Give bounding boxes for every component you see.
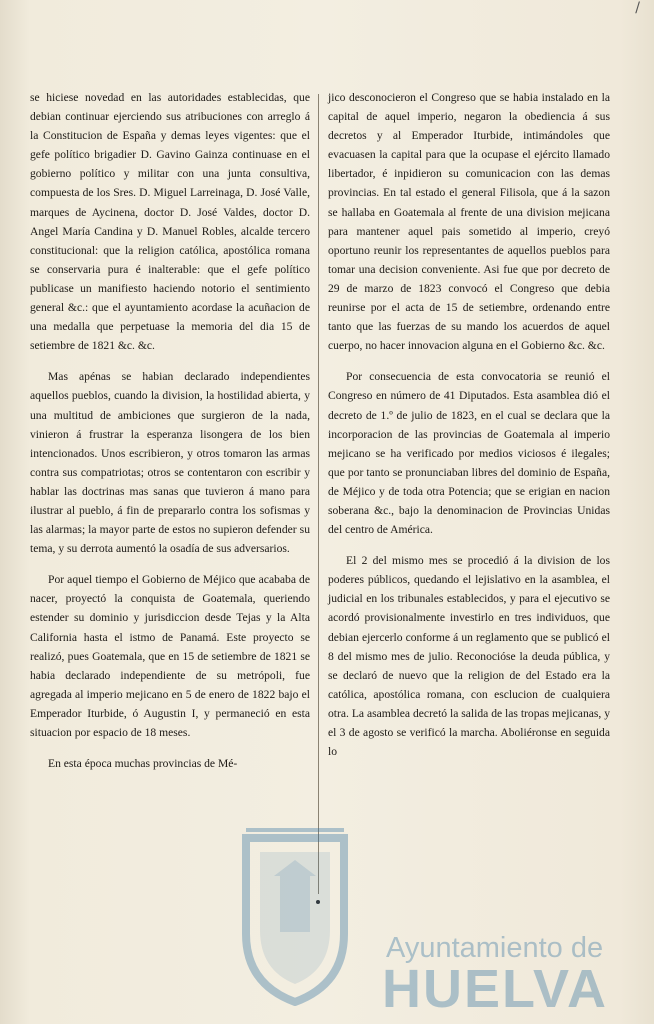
paragraph: Mas apénas se habian declarado independientes aquellos pueblos, cuando la division, la hostilidad abierta, y una multitud de ambiciones que surgieron de la nada, vinieron á frustrar la esperanza lisongera de los bien intencionados. Unos escribieron, y otros tomaron las armas contra sus compatriotas; otros se contentaron con escribir y hablar las doctrinas mas sanas que tuvieron á mano para ilustrar al pueblo, á fin de prepararlo contra los sofismas y las alarmas; la mayor parte de estos no supieron defender su tema, y su derrota aumentó la osadía de sus adversarios. xyxy=(30,370,310,556)
paragraph: Por aquel tiempo el Gobierno de Méjico que acababa de nacer, proyectó la conquista de Goatemala, queriendo estender su dominio y jurisdiccion desde Tejas y la Alta California hasta el istmo de Panamá. Este proyecto se realizó, pues Goatemala, que en 15 de setiembre de 1821 se habia declarado independiente de su metrópoli, fue agregada al imperio mejicano en 5 de enero de 1822 bajo el Emperador Iturbide, ó Augustin I, y permaneció en esta situacion por espacio de 18 meses. xyxy=(30,573,310,739)
shield-icon xyxy=(236,824,354,1006)
paragraph: se hiciese novedad en las autoridades establecidas, que debian continuar ejerciendo sus atribuciones con arreglo á la Constitucion de España y demas leyes vigentes: que el gefe político brigadier D. Gavino Gainza continuase en el gobierno político y militar con una junta consultiva, compuesta de los Sres. D. Miguel Larreinaga, D. José Valle, marques de Aycinena, doctor D. José Valdes, doctor D. Angel María Candina y D. Manuel Robles, alcalde tercero constitucional: que la religion católica, apostólica romana se conservaria pura é inalterable: que el gefe político publicase un manifiesto haciendo notorio el sentimiento general &c.: que el ayuntamiento acordase la acuñacion de una medalla que perpetuase la memoria del dia 15 de setiembre de 1821 &c. &c. xyxy=(30,91,310,353)
paragraph: Por consecuencia de esta convocatoria se reunió el Congreso en número de 41 Diputados. Esta asamblea dió el decreto de 1.º de julio de 1823, en el cual se declara que la incorporacion de las provincias de Goatemala al imperio mejicano se ha verificado por medios viciosos é ilegales; que por tanto se pronunciaban libres del dominio de España, de Méjico y de toda otra Potencia; que se erigian en nacion soberana &c., bajo la denominacion de Provincias Unidas del centro de América. xyxy=(328,370,610,537)
paragraph: En esta época muchas provincias de Mé- xyxy=(48,757,238,771)
watermark xyxy=(236,824,646,1019)
paragraph: jico desconocieron el Congreso que se habia instalado en la capital de aquel imperio, negaron la obediencia á sus decretos y al Emperador Iturbide, intimándoles que evacuasen la capital para que la ocupase el ejército llamado libertador, é inpidieron su comunicacion con las demas provincias. En tal estado el general Filisola, que á la sazon se hallaba en Goatemala al frente de una division mejicana para mantener aquel pais sometido al imperio, creyó oportuno reunir los representantes de aquellos pueblos para tomar una decision conveniente. Asi fue que por decreto de 29 de marzo de 1823 convocó el Congreso que debia reunirse por el acta de 15 de setiembre, ordenando entre tanto que las fuerzas de su mando los acuerdos de aquel cuerpo, no hacer innovacion alguna en el Gobierno &c. &c. xyxy=(328,91,610,353)
corner-mark: / xyxy=(635,0,640,16)
right-column xyxy=(328,88,610,761)
left-column xyxy=(30,88,310,773)
watermark-line1: Ayuntamiento de xyxy=(386,932,604,964)
paragraph: El 2 del mismo mes se procedió á la division de los poderes públicos, quedando el lejislativo en la asamblea, el judicial en los tribunales establecidos, y para el ejecutivo se acordó provisionalmente investirlo en tres individuos, que debian ejercerlo conforme á un reglamento que se publicó el 8 del mismo mes de julio. Reconocióse la deuda pública, y se declaró de nuevo que la religion de del Estado era la católica, apostólica romana, con esclucion de cualquiera otra. La asamblea decretó la salida de las tropas mejicanas, y el 3 de agosto se verificó la marcha. Aboliéronse en seguida lo xyxy=(328,554,610,759)
column-divider xyxy=(318,94,319,894)
watermark-line2: HUELVA xyxy=(382,959,608,1019)
